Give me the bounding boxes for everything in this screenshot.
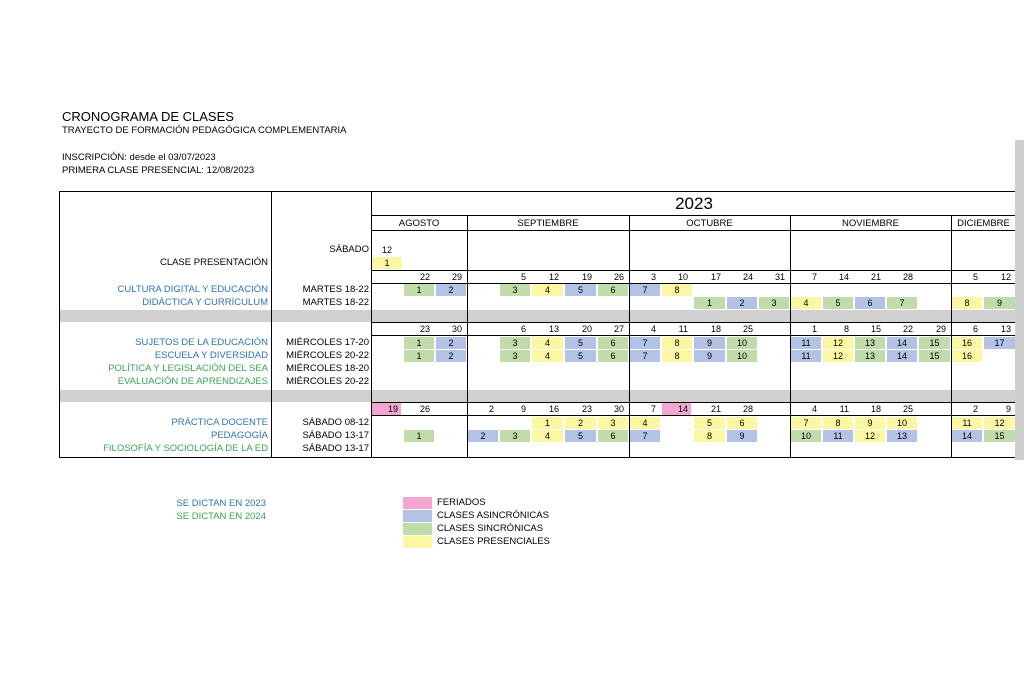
class-cell: 3	[500, 430, 530, 442]
page-title: CRONOGRAMA DE CLASES	[62, 109, 234, 124]
day-number: 7	[811, 272, 817, 282]
class-cell: 3	[759, 297, 789, 309]
subject-schedule: MIÉRCOLES 20-22	[286, 376, 369, 387]
class-cell: 1	[404, 337, 434, 349]
subject-label: FILOSOFÍA Y SOCIOLOGÍA DE LA ED	[103, 443, 268, 454]
legend-label: CLASES PRESENCIALES	[437, 536, 550, 547]
month-divider	[467, 215, 468, 457]
subject-schedule: MARTES 18-22	[302, 297, 369, 308]
class-cell: 12	[823, 350, 853, 362]
class-cell: 2	[436, 350, 466, 362]
day-number: 20	[581, 324, 592, 334]
class-cell: 16	[952, 350, 982, 362]
day-number: 28	[902, 272, 913, 282]
class-cell: 9	[694, 337, 725, 349]
class-cell: 8	[662, 350, 692, 362]
class-cell: 1	[404, 350, 434, 362]
class-cell: 3	[598, 417, 628, 429]
day-number: 18	[710, 324, 721, 334]
subject-schedule: MIÉRCOLES 17-20	[286, 337, 369, 348]
class-cell: 13	[855, 350, 885, 362]
class-cell: 10	[727, 337, 757, 349]
day-number: 30	[613, 404, 624, 414]
class-cell: 1	[404, 284, 434, 296]
day-number: 25	[902, 404, 913, 414]
day-number: 13	[548, 324, 559, 334]
subject-label: SUJETOS DE LA EDUCACIÓN	[135, 337, 268, 348]
class-cell: 10	[791, 430, 821, 442]
day-number: 29	[451, 272, 462, 282]
day-number: 25	[742, 324, 753, 334]
class-cell: 8	[662, 337, 692, 349]
year-note: SE DICTAN EN 2024	[176, 511, 266, 522]
class-cell: 6	[727, 417, 757, 429]
day-number: 28	[742, 404, 753, 414]
class-cell: 5	[565, 284, 596, 296]
day-number: 18	[870, 404, 881, 414]
day-number: 26	[419, 404, 430, 414]
separator-band	[59, 310, 1016, 322]
class-cell: 5	[823, 297, 853, 309]
subject-schedule: MIÉRCOLES 18-20	[286, 363, 369, 374]
class-cell: 7	[887, 297, 917, 309]
class-cell: 8	[694, 430, 725, 442]
class-cell: 17	[984, 337, 1015, 349]
class-cell: 11	[952, 417, 982, 429]
day-number: 15	[870, 324, 881, 334]
day-number: 13	[1000, 324, 1011, 334]
class-cell: 4	[532, 284, 563, 296]
class-cell: 15	[984, 430, 1015, 442]
day-label: SÁBADO	[329, 244, 369, 255]
class-cell: 4	[630, 417, 660, 429]
day-number: 4	[811, 404, 817, 414]
class-cell: 14	[952, 430, 982, 442]
class-cell: 6	[598, 337, 628, 349]
class-cell: 11	[791, 350, 821, 362]
day-number: 10	[677, 272, 688, 282]
table-top-border	[59, 191, 1016, 192]
day-number: 12	[1000, 272, 1011, 282]
day-number: 31	[774, 272, 785, 282]
class-cell: 5	[694, 417, 725, 429]
legend-swatch	[403, 510, 432, 522]
class-cell: 4	[532, 430, 563, 442]
class-cell: 9	[855, 417, 885, 429]
class-cell: 11	[823, 430, 853, 442]
class-cell: 4	[532, 350, 563, 362]
class-cell: 12	[984, 417, 1015, 429]
day-number: 11	[678, 324, 688, 334]
class-cell: 2	[468, 430, 498, 442]
subject-label: CLASE PRESENTACIÓN	[159, 257, 268, 268]
day-number: 2	[972, 404, 978, 414]
month-divider	[951, 215, 952, 457]
class-cell: 3	[500, 337, 530, 349]
day-number: 29	[935, 324, 946, 334]
class-cell: 10	[727, 350, 757, 362]
class-cell: 15	[919, 350, 950, 362]
class-cell: 12	[855, 430, 885, 442]
day-number: 6	[972, 324, 978, 334]
day-number: 6	[520, 324, 526, 334]
day-number: 2	[488, 404, 494, 414]
class-cell: 7	[630, 284, 660, 296]
class-cell: 7	[630, 430, 660, 442]
day-number: 12	[548, 272, 559, 282]
month-header: SEPTIEMBRE	[517, 218, 579, 229]
legend-label: CLASES ASINCRÓNICAS	[437, 510, 549, 521]
class-cell: 8	[662, 284, 692, 296]
day-number: 21	[870, 272, 881, 282]
first-class-info: PRIMERA CLASE PRESENCIAL: 12/08/2023	[62, 165, 255, 176]
class-cell: 7	[630, 337, 660, 349]
table-left-border	[59, 191, 60, 457]
month-header: NOVIEMBRE	[841, 218, 899, 229]
month-divider	[629, 215, 630, 457]
class-cell: 2	[436, 284, 466, 296]
label-column-border	[271, 191, 272, 457]
day-number: 17	[710, 272, 721, 282]
class-cell: 2	[727, 297, 757, 309]
class-cell: 2	[565, 417, 596, 429]
day-number: 21	[710, 404, 721, 414]
day-number: 19	[581, 272, 592, 282]
class-cell: 7	[630, 350, 660, 362]
class-cell: 6	[598, 284, 628, 296]
class-cell: 13	[855, 337, 885, 349]
day-number: 22	[902, 324, 913, 334]
class-cell: 16	[952, 337, 982, 349]
class-cell: 6	[855, 297, 885, 309]
subject-label: EVALUACIÓN DE APRENDIZAJES	[117, 376, 268, 387]
class-cell: 1	[532, 417, 563, 429]
class-cell: 15	[919, 337, 950, 349]
day-number: 14	[838, 272, 849, 282]
class-cell: 9	[694, 350, 725, 362]
day-number: 14	[662, 403, 691, 415]
subject-label: DIDÁCTICA Y CURRÍCULUM	[142, 297, 268, 308]
separator-band	[59, 390, 1016, 402]
year-note: SE DICTAN EN 2023	[176, 498, 266, 509]
class-cell: 9	[727, 430, 757, 442]
day-number: 24	[742, 272, 753, 282]
legend-swatch	[403, 523, 432, 535]
class-cell: 12	[823, 337, 853, 349]
day-number: 26	[613, 272, 624, 282]
day-number: 27	[613, 324, 624, 334]
class-cell: 4	[532, 337, 563, 349]
class-cell: 6	[598, 350, 628, 362]
month-header: DICIEMBRE	[957, 218, 1010, 229]
subject-label: PRÁCTICA DOCENTE	[171, 417, 268, 428]
day-number: 23	[581, 404, 592, 414]
class-cell: 9	[984, 297, 1015, 309]
day-number: 5	[972, 272, 978, 282]
table-bottom-border	[59, 457, 1016, 458]
class-cell: 8	[823, 417, 853, 429]
subject-schedule: MARTES 18-22	[302, 284, 369, 295]
subject-label: CULTURA DIGITAL Y EDUCACIÓN	[117, 284, 268, 295]
month-header: AGOSTO	[398, 218, 440, 229]
page-edge	[1015, 140, 1024, 460]
legend-label: CLASES SINCRÓNICAS	[437, 523, 544, 534]
class-cell: 6	[598, 430, 628, 442]
month-header: OCTUBRE	[686, 218, 733, 229]
class-cell: 4	[791, 297, 821, 309]
class-cell: 14	[887, 337, 917, 349]
day-number: 12	[381, 245, 392, 255]
month-divider	[790, 215, 791, 457]
day-number: 9	[520, 404, 526, 414]
day-number: 22	[419, 272, 430, 282]
page-subtitle: TRAYECTO DE FORMACIÓN PEDAGÓGICA COMPLEMENTARIA	[62, 125, 347, 136]
class-cell: 1	[694, 297, 725, 309]
subject-schedule: SÁBADO 13-17	[302, 443, 369, 454]
class-cell: 1	[404, 430, 434, 442]
day-number: 19	[372, 403, 401, 415]
class-cell: 13	[887, 430, 917, 442]
subject-schedule: SÁBADO 08-12	[302, 417, 369, 428]
subject-schedule: MIÉRCOLES 20-22	[286, 350, 369, 361]
day-number: 1	[811, 324, 817, 334]
day-number: 3	[650, 272, 656, 282]
class-cell: 3	[500, 350, 530, 362]
subject-label: PEDAGOGÍA	[210, 430, 268, 441]
class-cell: 8	[952, 297, 982, 309]
class-cell: 11	[791, 337, 821, 349]
legend-label: FERIADOS	[437, 497, 486, 508]
legend-swatch	[403, 536, 432, 548]
class-cell: 14	[887, 350, 917, 362]
legend-swatch	[403, 497, 432, 509]
class-cell: 10	[887, 417, 917, 429]
subject-label: POLÍTICA Y LEGISLACIÓN DEL SEA	[108, 363, 268, 374]
day-number: 23	[419, 324, 430, 334]
class-cell: 5	[565, 350, 596, 362]
enrollment-info: INSCRIPCIÓN: desde el 03/07/2023	[62, 152, 216, 163]
day-number: 16	[548, 404, 559, 414]
class-cell: 2	[436, 337, 466, 349]
class-cell: 5	[565, 337, 596, 349]
class-cell: 7	[791, 417, 821, 429]
day-number: 5	[520, 272, 526, 282]
day-number: 30	[451, 324, 462, 334]
class-cell: 5	[565, 430, 596, 442]
day-number: 4	[650, 324, 656, 334]
day-number: 11	[839, 404, 849, 414]
subject-schedule: SÁBADO 13-17	[302, 430, 369, 441]
day-number: 9	[1005, 404, 1011, 414]
calendar-year: 2023	[675, 194, 713, 213]
class-cell: 3	[500, 284, 530, 296]
subject-label: ESCUELA Y DIVERSIDAD	[154, 350, 268, 361]
day-number: 7	[650, 404, 656, 414]
day-number: 8	[843, 324, 849, 334]
class-cell: 1	[372, 257, 402, 269]
